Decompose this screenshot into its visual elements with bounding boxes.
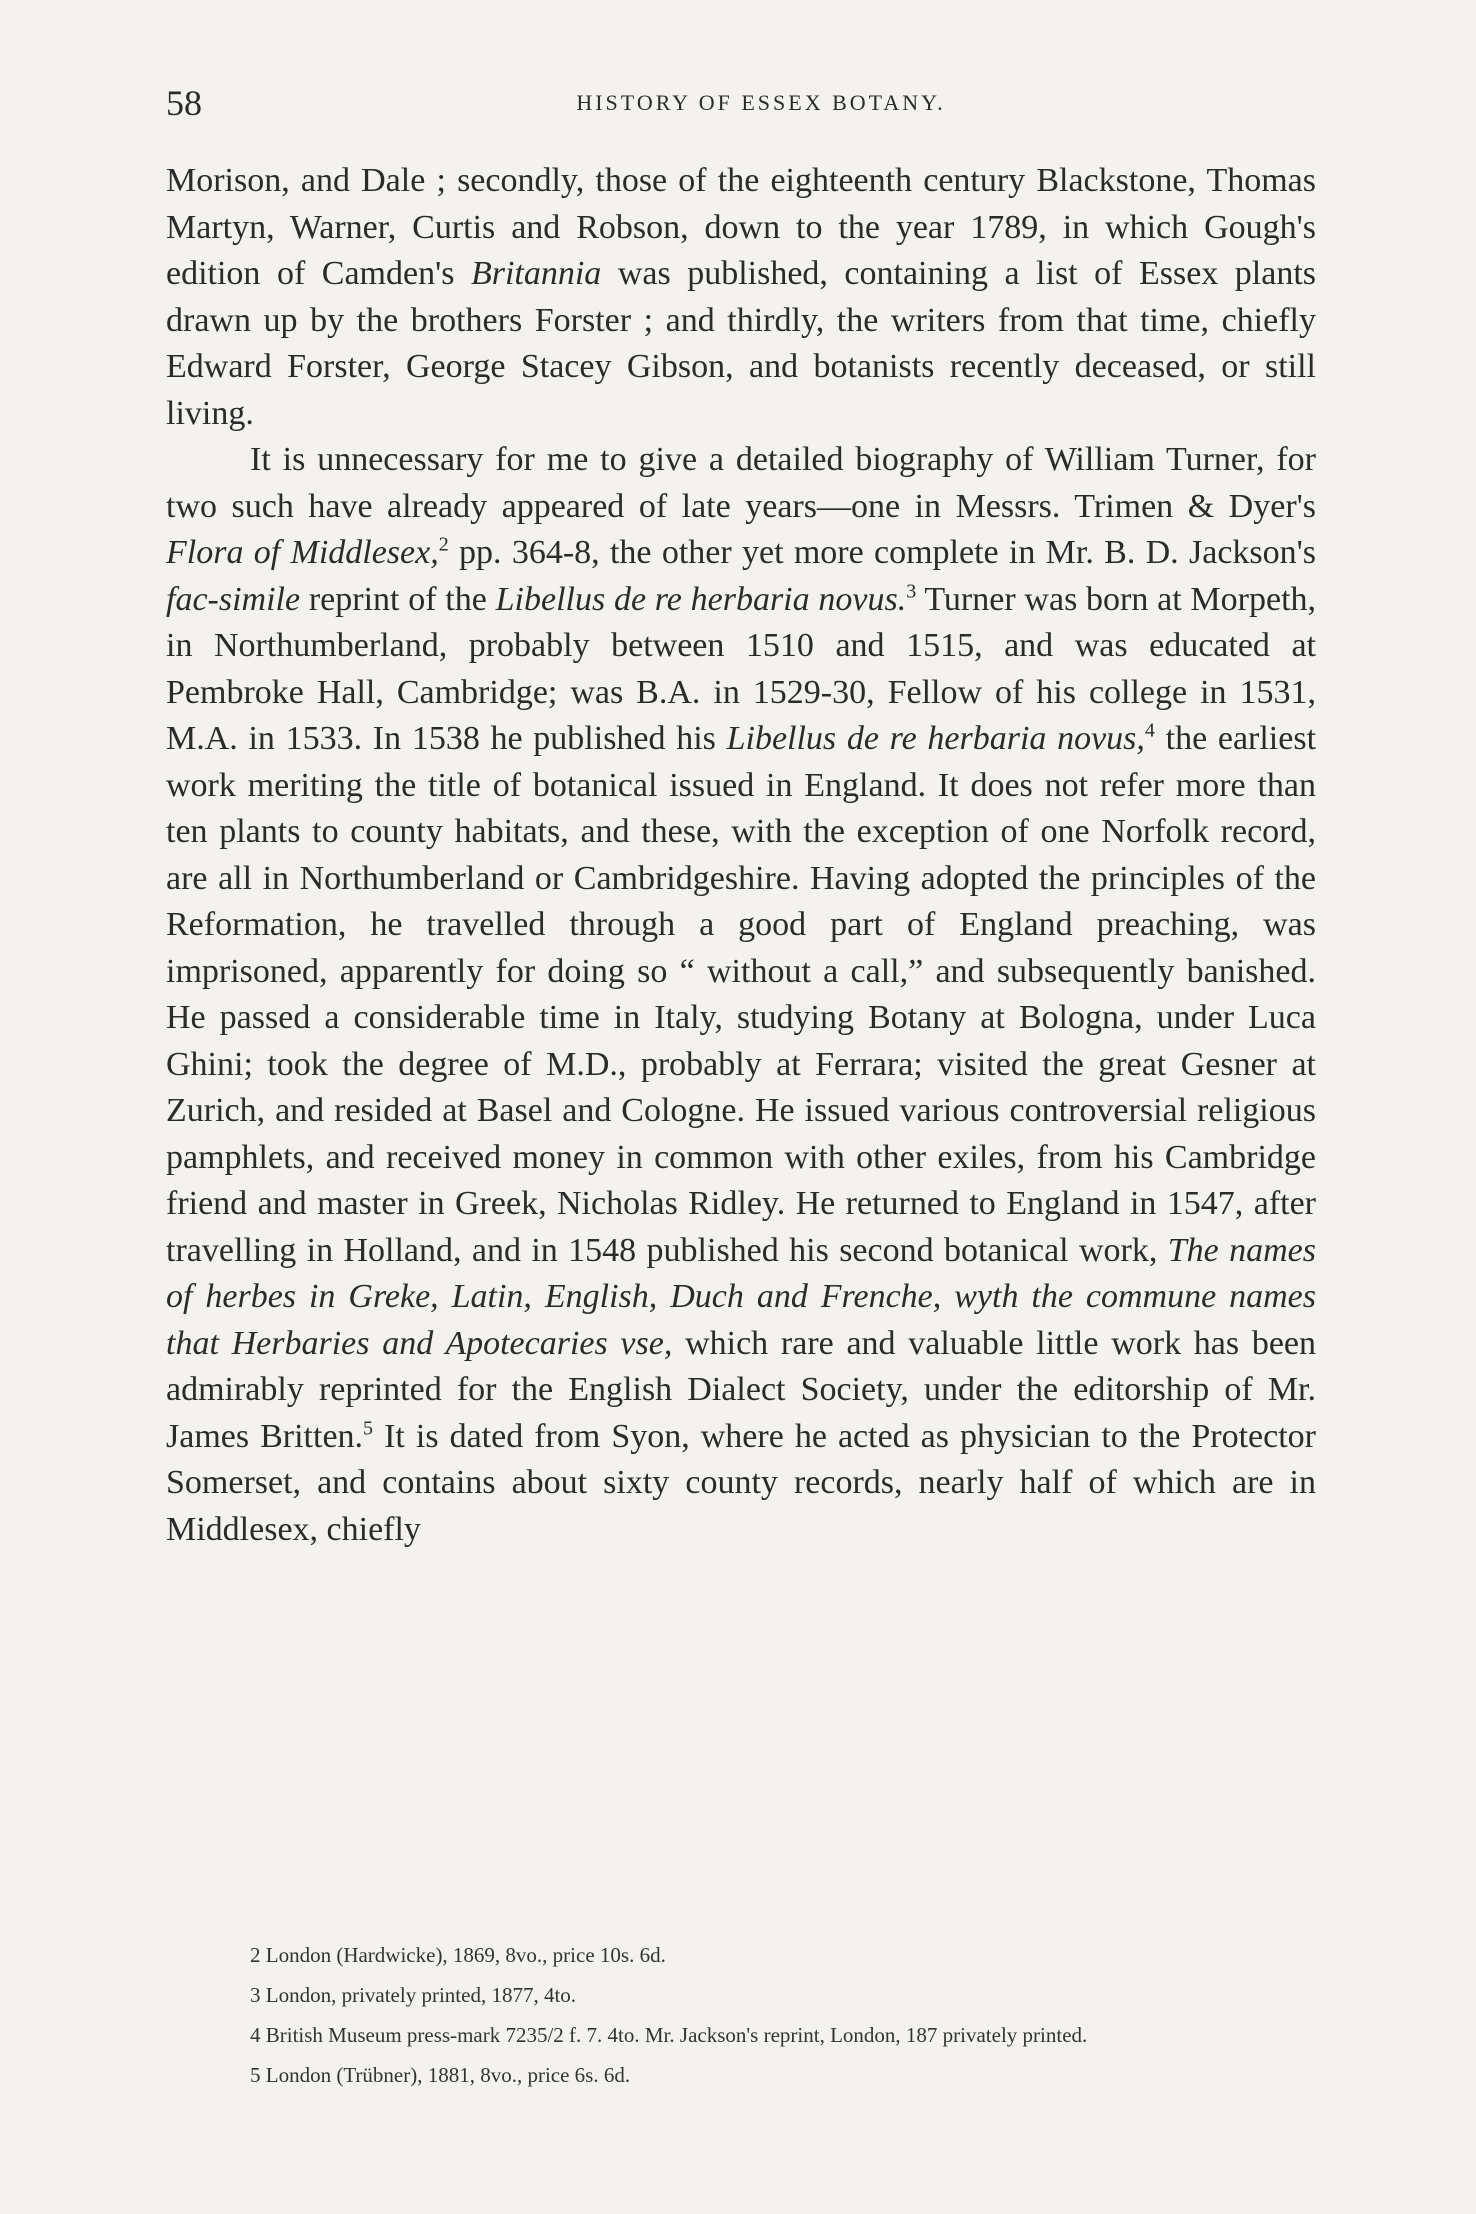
footnote-4 [166,2020,1316,2050]
paragraph-2-text-g: It is dated from Syon, where he acted as physician to the Protector Somerset, and contains about sixty county records, nearly half of which are in Middlesex, chiefly [166,1417,1316,1548]
paragraph-2-text-f: which rare and valuable little work has been admirably reprinted for the English Dialect Society, under the editorship of Mr. James Britten. [166,1324,1317,1455]
footnote-text: London (Hardwicke), 1869, 8vo., price 10s. 6d. [265,1943,666,1967]
footnote-ref-4: 4 [1144,719,1155,742]
running-head: HISTORY OF ESSEX BOTANY. [576,90,946,115]
footnote-number: 3 [250,1983,261,2007]
paragraph-2-text-d: Turner was born at Morpeth, in Northumberland, probably between 1510 and 1515, and was educated at Pembroke Hall, Cambridge; was B.A. in 1529-30, Fellow of his college in 1531, M.A. in 1533. In 1538 he published his [166,580,1317,757]
paragraph-2-text-a: It is unnecessary for me to give a detailed biography of William Turner, for two such have already appeared of late years—one in Messrs. Trimen & Dyer's [166,441,1316,525]
footnote-3 [166,1980,1316,2010]
paragraph-1 [166,158,1316,437]
page-number: 58 [166,83,202,123]
body-text [166,158,1316,1553]
paragraph-1-text-b: was published, containing a list of Essex plants drawn up by the brothers Forster ; and thirdly, the writers from that time, chiefly Edward Forster, George Stacey Gibson, and botanists recently deceased, or still living. [166,255,1317,432]
italic-libellus-1: Libellus de re herbaria novus. [495,580,907,618]
paragraph-2-text-e: the earliest work meriting the title of botanical issued in England. It does not refer more than ten plants to county habitats, and these, with the exception of one Norfolk record, are all in Northumberland or Cambridgeshire. Having adopted the principles of the Reformation, he travelled through a good part of England preaching, was imprisoned, apparently for doing so “ without a call,” and subsequently banished. He passed a considerable time in Italy, studying Botany at Bologna, under Luca Ghini; took the degree of M.D., probably at Ferrara; visited the great Gesner at Zurich, and resided at Basel and Cologne. He issued various controversial religious pamphlets, and received money in common with other exiles, from his Cambridge friend and master in Greek, Nicholas Ridley. He returned to England in 1547, after travelling in Holland, and in 1548 published his second botanical work, [166,720,1317,1269]
paragraph-1-text-a: Morison, and Dale ; secondly, those of the eighteenth century Blackstone, Thomas Martyn, Warner, Curtis and Robson, down to the year 1789, in which Gough's edition of Camden's [166,162,1316,292]
footnote-5 [166,2060,1316,2090]
italic-britannia: Britannia [470,255,602,292]
italic-libellus-2: Libellus de re herbaria novus, [726,720,1145,757]
italic-flora-of-middlesex: Flora of Middlesex, [166,534,439,571]
footnote-number: 5 [250,2063,261,2087]
page-header [166,78,1316,128]
paragraph-2 [166,437,1316,1553]
footnote-text: British Museum press-mark 7235/2 f. 7. 4to. Mr. Jackson's reprint, London, 187 privately printed. [265,2023,1088,2047]
footnote-number: 2 [250,1943,261,1967]
footnotes [166,1940,1316,2100]
paragraph-2-text-b: pp. 364-8, the other yet more complete in Mr. B. D. Jackson's [459,534,1316,571]
italic-names-of-herbes: The names of herbes in Greke, Latin, English, Duch and Frenche, wyth the commune names that Herbaries and Apotecaries vse, [166,1231,1316,1362]
footnote-text: London (Trübner), 1881, 8vo., price 6s. 6d. [265,2063,631,2087]
footnote-text: London, privately printed, 1877, 4to. [265,1983,577,2007]
paragraph-2-text-c: reprint of the [308,580,487,618]
footnote-ref-2: 2 [438,533,449,556]
italic-fac-simile: fac-simile [166,580,301,618]
footnote-ref-3: 3 [906,580,917,603]
footnote-number: 4 [250,2023,261,2047]
footnote-2 [166,1940,1316,1970]
footnote-ref-5: 5 [363,1417,374,1440]
